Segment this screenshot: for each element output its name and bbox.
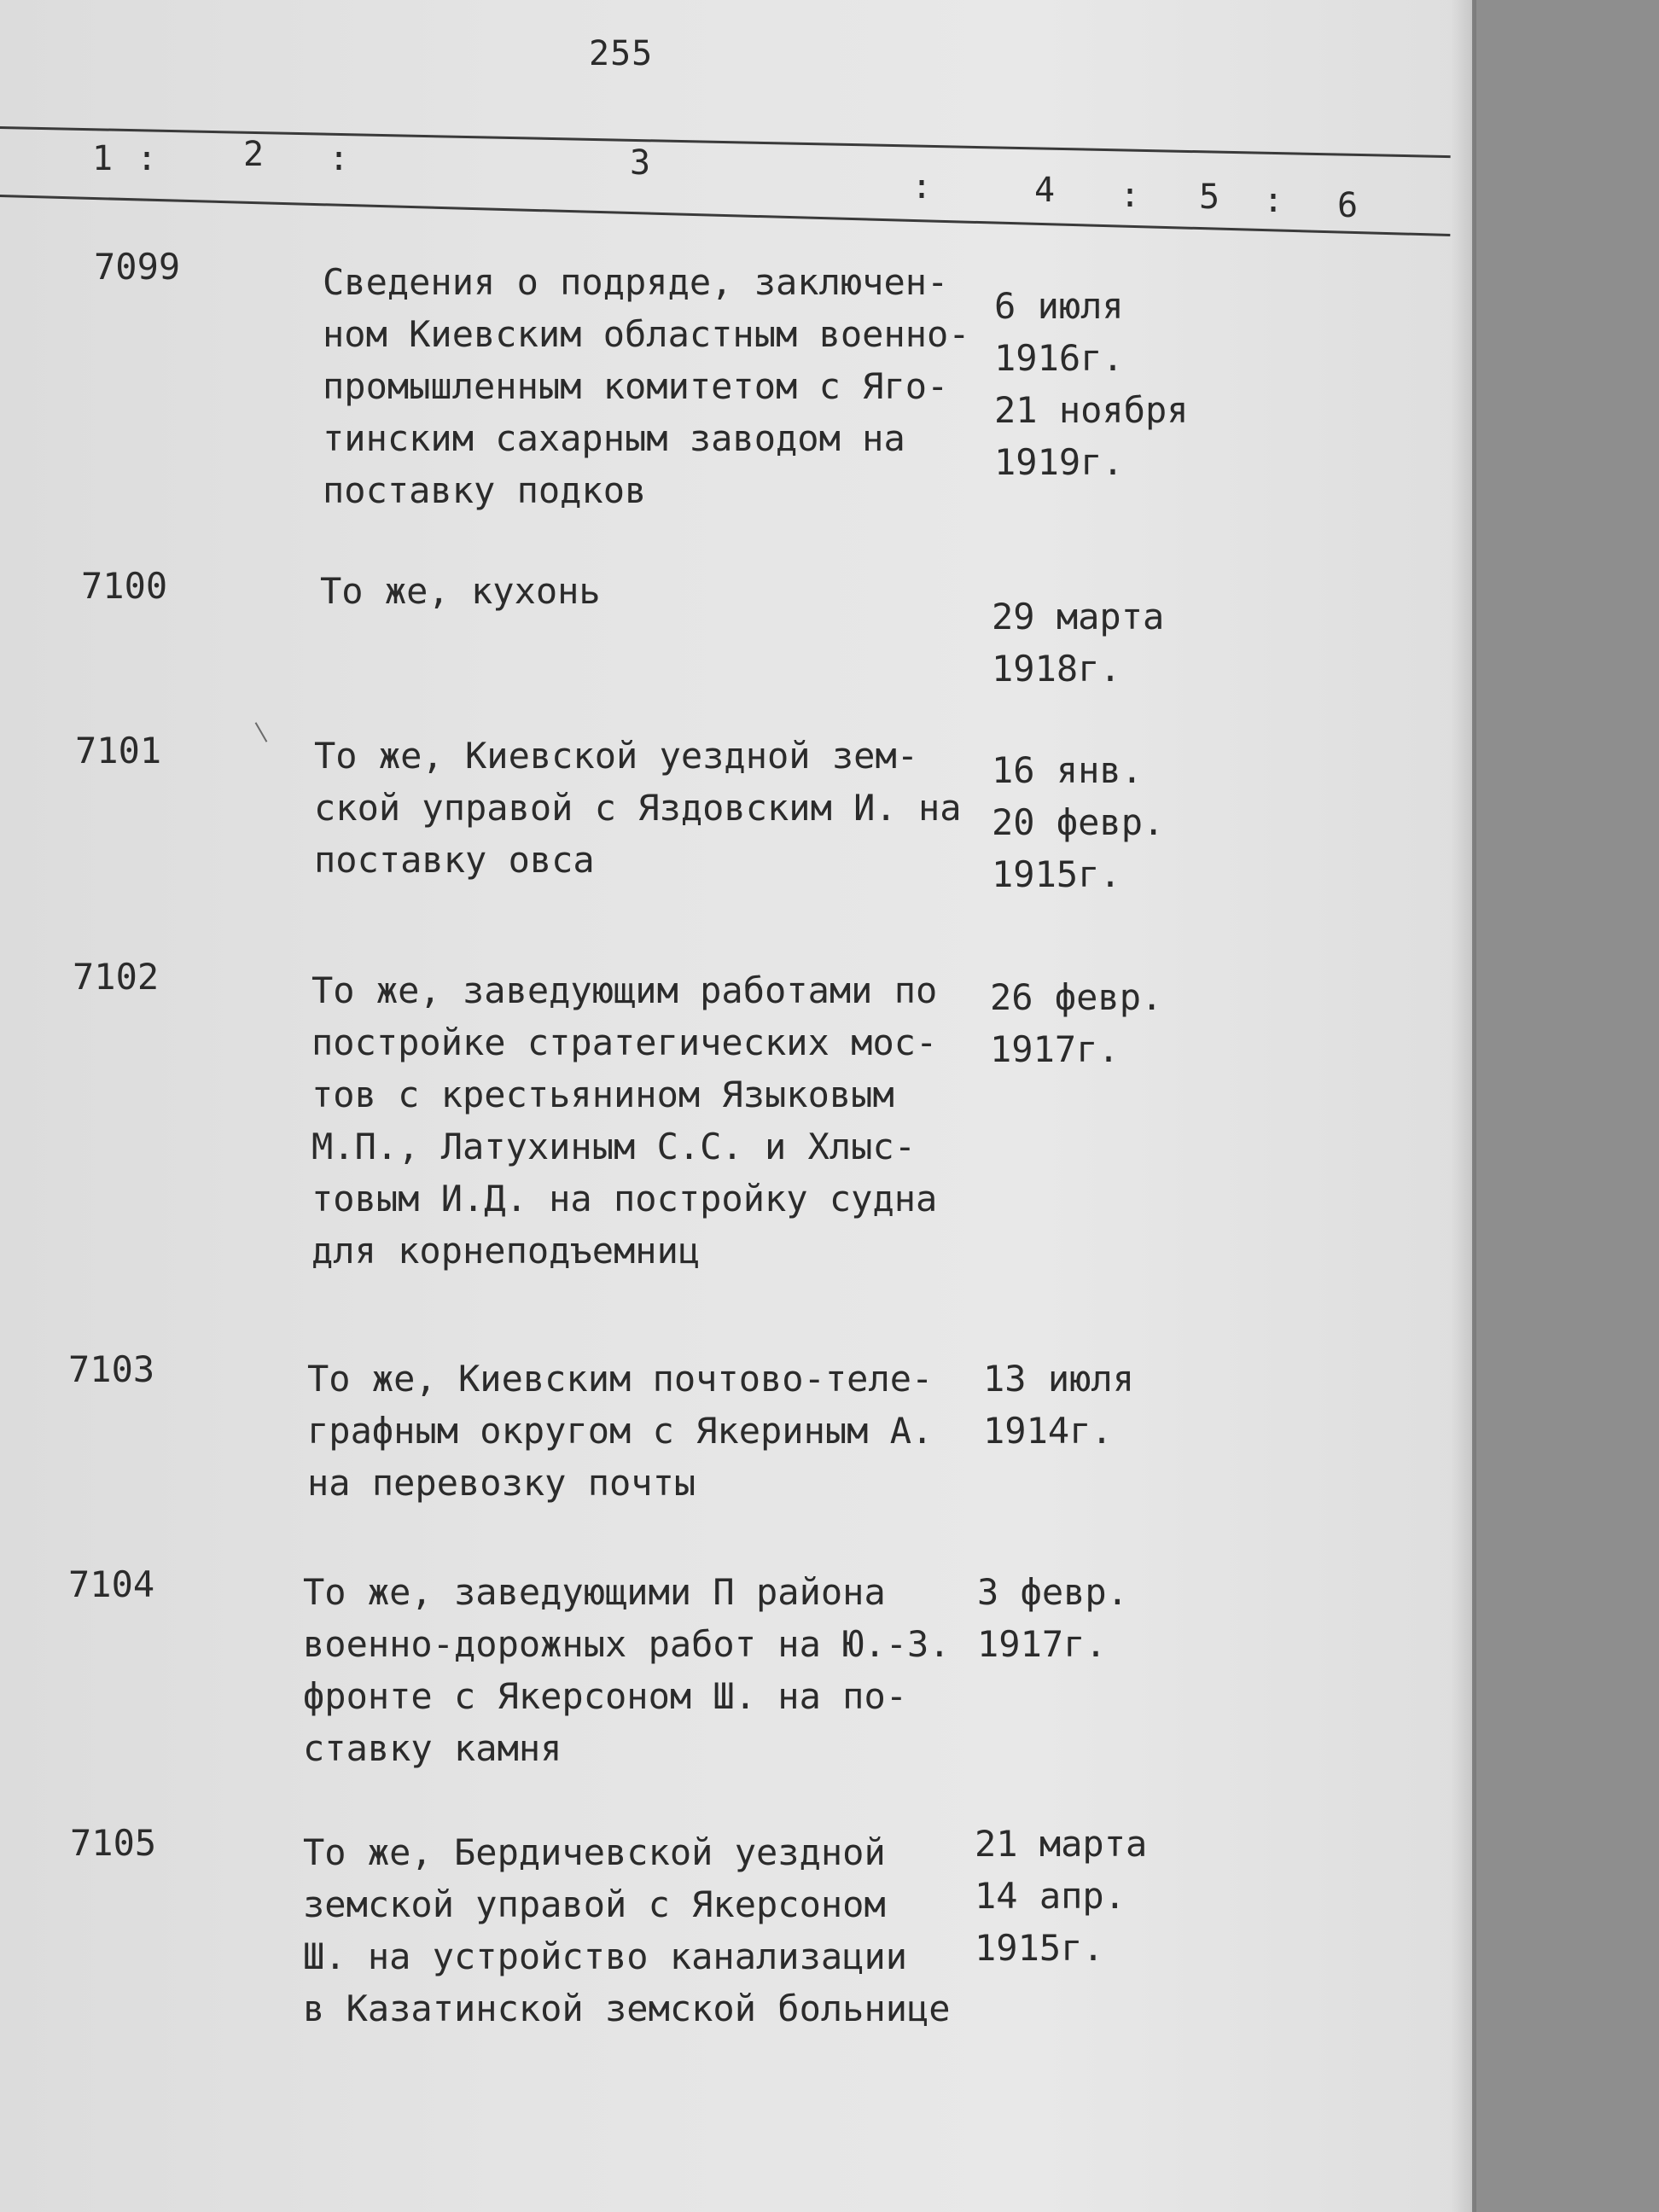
description-line: ставку камня [303,1727,562,1769]
date-line: 21 марта [975,1823,1148,1865]
entry-dates [990,971,1162,1075]
description-line: на перевозку почты [307,1462,696,1504]
date-line: 21 ноября [994,389,1189,431]
entry-number: 7100 [81,565,168,607]
description-line: поставку подков [323,469,647,511]
description-line: То же, Киевским почтово-теле- [307,1358,934,1400]
date-line: 14 апр. [975,1875,1126,1917]
date-line: 3 февр. [977,1571,1129,1613]
date-line: 20 февр. [992,801,1165,843]
entry-number: 7101 [75,730,162,771]
description-line: тов с крестьянином Языковым [311,1074,894,1115]
entry-dates [977,1566,1128,1670]
entry-description [320,565,601,617]
header-top-rule [0,126,1451,158]
date-line: 29 марта [992,596,1165,637]
header-separator: : [911,167,933,207]
date-line: 1919г. [994,441,1124,483]
header-column-5: 5 [1199,178,1220,217]
description-line: тинским сахарным заводом на [323,417,905,459]
entry-description [311,964,937,1277]
description-line: земской управой с Якерсоном [303,1883,886,1925]
entry-description [303,1826,951,2034]
entry-number: 7105 [70,1822,157,1864]
date-line: 1917г. [977,1623,1107,1665]
entry-number: 7103 [68,1348,155,1390]
header-bottom-rule [0,195,1450,236]
description-line: поставку овса [314,839,595,881]
header-column-6: 6 [1337,186,1359,225]
entry-description [303,1566,951,1774]
description-line: То же, Бердичевской уездной [303,1831,886,1873]
description-line: фронте с Якерсоном Ш. на по- [303,1675,908,1717]
entry-description [323,256,970,516]
entry-dates [983,1353,1134,1457]
description-line: ской управой с Яздовским И. на [314,787,962,829]
header-separator: : [1263,181,1284,220]
header-column-3: 3 [630,143,651,183]
description-line: военно-дорожных работ на Ю.-З. [303,1623,951,1665]
description-line: То же, Киевской уездной зем- [314,735,919,777]
header-separator: : [137,139,158,178]
description-line: промышленным комитетом с Яго- [323,365,949,407]
page-number: 255 [589,34,654,73]
date-line: 1918г. [992,648,1121,690]
description-line: для корнеподъемниц [311,1230,701,1272]
description-line: То же, кухонь [320,570,601,612]
description-line: в Казатинской земской больнице [303,1988,951,2029]
date-line: 1917г. [990,1028,1120,1070]
date-line: 1914г. [983,1410,1113,1452]
entry-description [314,730,962,886]
header-column-1: 1 [92,139,114,178]
date-line: 13 июля [983,1358,1135,1400]
header-column-4: 4 [1034,171,1056,210]
description-line: М.П., Латухиным С.С. и Хлыс- [311,1126,917,1167]
description-line: постройке стратегических мос- [311,1022,938,1063]
header-column-2: 2 [243,135,265,174]
date-line: 1916г. [994,337,1124,379]
description-line: Сведения о подряде, заключен- [323,261,949,303]
date-line: 1915г. [992,853,1121,895]
entry-number: 7104 [68,1563,155,1605]
entry-dates [975,1818,1147,1974]
header-separator: : [329,139,350,178]
entry-dates [992,744,1164,900]
entry-description [307,1353,933,1509]
entry-number: 7102 [73,956,160,998]
entry-dates [992,591,1164,695]
date-line: 26 февр. [990,976,1163,1018]
date-line: 6 июля [994,285,1124,327]
header-separator: : [1120,176,1141,215]
entry-number: 7099 [94,246,181,288]
pencil-mark [255,722,268,742]
description-line: товым И.Д. на постройку судна [311,1178,938,1220]
date-line: 1915г. [975,1927,1104,1969]
description-line: ном Киевским областным военно- [323,313,970,355]
entry-dates [994,280,1189,488]
description-line: Ш. на устройство канализации [303,1936,908,1977]
page-edge-shadow [1451,0,1476,2212]
description-line: То же, заведующим работами по [311,969,938,1011]
date-line: 16 янв. [992,749,1144,791]
description-line: графным округом с Якериным А. [307,1410,934,1452]
description-line: То же, заведующими П района [303,1571,886,1613]
